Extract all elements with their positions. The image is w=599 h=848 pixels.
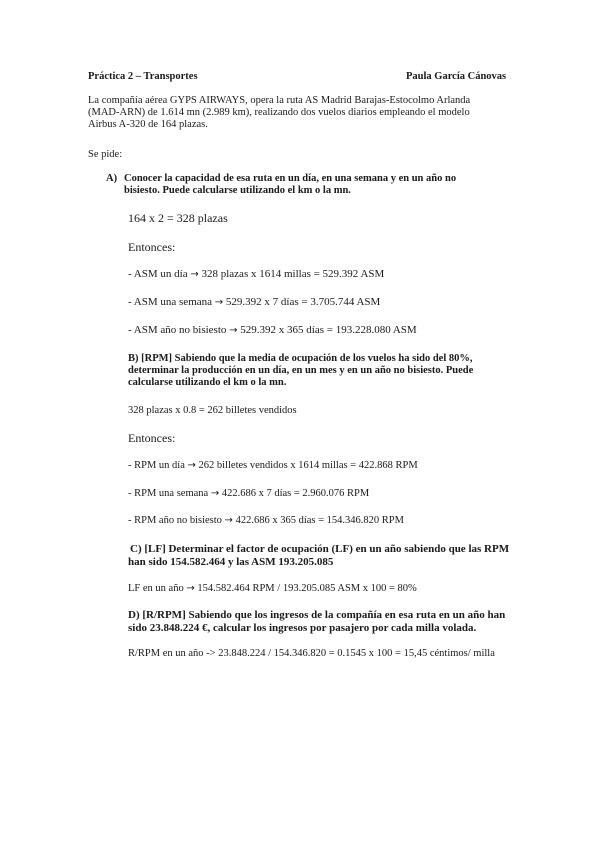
- rpm-week-label: - RPM una semana: [128, 488, 209, 499]
- arrow-right-icon: →: [210, 488, 220, 499]
- arrow-right-icon: →: [190, 269, 199, 280]
- section-b-rpm-day: [128, 460, 418, 472]
- arrow-right-icon: →: [224, 515, 233, 526]
- section-a-question-line-1: Conocer la capacidad de esa ruta en un día, en una semana y en un año no: [124, 173, 457, 184]
- section-d-question-line-2: sido 23.848.224 €, calcular los ingresos por pasajero por cada milla volada.: [128, 622, 477, 634]
- section-d-question-line-1: D) [R/RPM] Sabiendo que los ingresos de la compañía en esa ruta en un año han: [128, 609, 506, 621]
- section-a-asm-year: [128, 324, 417, 337]
- section-d-rrpm-result: R/RPM en un año -> 23.848.224 / 154.346.820 = 0.1545 x 100 = 15,45 céntimos/ milla: [128, 648, 495, 659]
- section-b-entonces: Entonces:: [128, 431, 176, 445]
- lf-label: LF en un año: [128, 583, 184, 594]
- section-a-marker: A): [106, 173, 118, 184]
- document-title: Práctica 2 – Transportes: [88, 71, 198, 82]
- section-c-lf-result: [128, 583, 417, 595]
- section-a-seats-calc: 164 x 2 = 328 plazas: [128, 211, 228, 225]
- section-c-question-line-2: han sido 154.582.464 y las ASM 193.205.085: [128, 556, 334, 568]
- document-author: Paula García Cánovas: [406, 71, 507, 82]
- section-b-rpm-week: [128, 488, 369, 500]
- asm-week-label: - ASM una semana: [128, 296, 213, 308]
- asm-day-label: - ASM un día: [128, 268, 188, 280]
- lf-value: 154.582.464 RPM / 193.205.085 ASM x 100 = 80%: [197, 583, 417, 594]
- rpm-year-value: 422.686 x 365 días = 154.346.820 RPM: [235, 515, 404, 526]
- section-a-question-line-2: bisiesto. Puede calcularse utilizando el km o la mn.: [124, 185, 351, 196]
- arrow-right-icon: →: [214, 297, 224, 308]
- se-pide-label: Se pide:: [88, 149, 123, 160]
- section-c-question-line-1: C) [LF] Determinar el factor de ocupación (LF) en un año sabiendo que las RPM: [130, 543, 510, 555]
- arrow-right-icon: →: [187, 460, 196, 471]
- intro-line-2: (MAD-ARN) de 1.614 mn (2.989 km), realizando dos vuelos diarios empleando el modelo: [88, 107, 470, 118]
- section-b-rpm-year: [128, 515, 404, 527]
- intro-line-3: Airbus A-320 de 164 plazas.: [88, 119, 208, 130]
- asm-day-value: 328 plazas x 1614 millas = 529.392 ASM: [201, 268, 385, 280]
- intro-line-1: La compañía aérea GYPS AIRWAYS, opera la ruta AS Madrid Barajas-Estocolmo Arlanda: [88, 95, 471, 106]
- section-a-asm-day: [128, 268, 384, 281]
- section-a-entonces: Entonces:: [128, 240, 176, 254]
- section-b-question-line-2: determinar la producción en un día, en un mes y en un año no bisiesto. Puede: [128, 365, 474, 376]
- section-b-tickets-calc: 328 plazas x 0.8 = 262 billetes vendidos: [128, 405, 297, 416]
- section-b-question-line-3: calcularse utilizando el km o la mn.: [128, 377, 287, 388]
- rpm-week-value: 422.686 x 7 días = 2.960.076 RPM: [221, 488, 370, 499]
- rpm-day-label: - RPM un día: [128, 460, 185, 471]
- section-a-asm-week: [128, 296, 380, 309]
- section-b-question-line-1: B) [RPM] Sabiendo que la media de ocupación de los vuelos ha sido del 80%,: [128, 353, 473, 364]
- asm-week-value: 529.392 x 7 días = 3.705.744 ASM: [225, 296, 381, 308]
- arrow-right-icon: →: [186, 583, 195, 594]
- asm-year-value: 529.392 x 365 días = 193.228.080 ASM: [240, 324, 417, 336]
- rpm-day-value: 262 billetes vendidos x 1614 millas = 422.868 RPM: [198, 460, 418, 471]
- asm-year-label: - ASM año no bisiesto: [128, 324, 227, 336]
- arrow-right-icon: →: [229, 325, 238, 336]
- rpm-year-label: - RPM año no bisiesto: [128, 515, 222, 526]
